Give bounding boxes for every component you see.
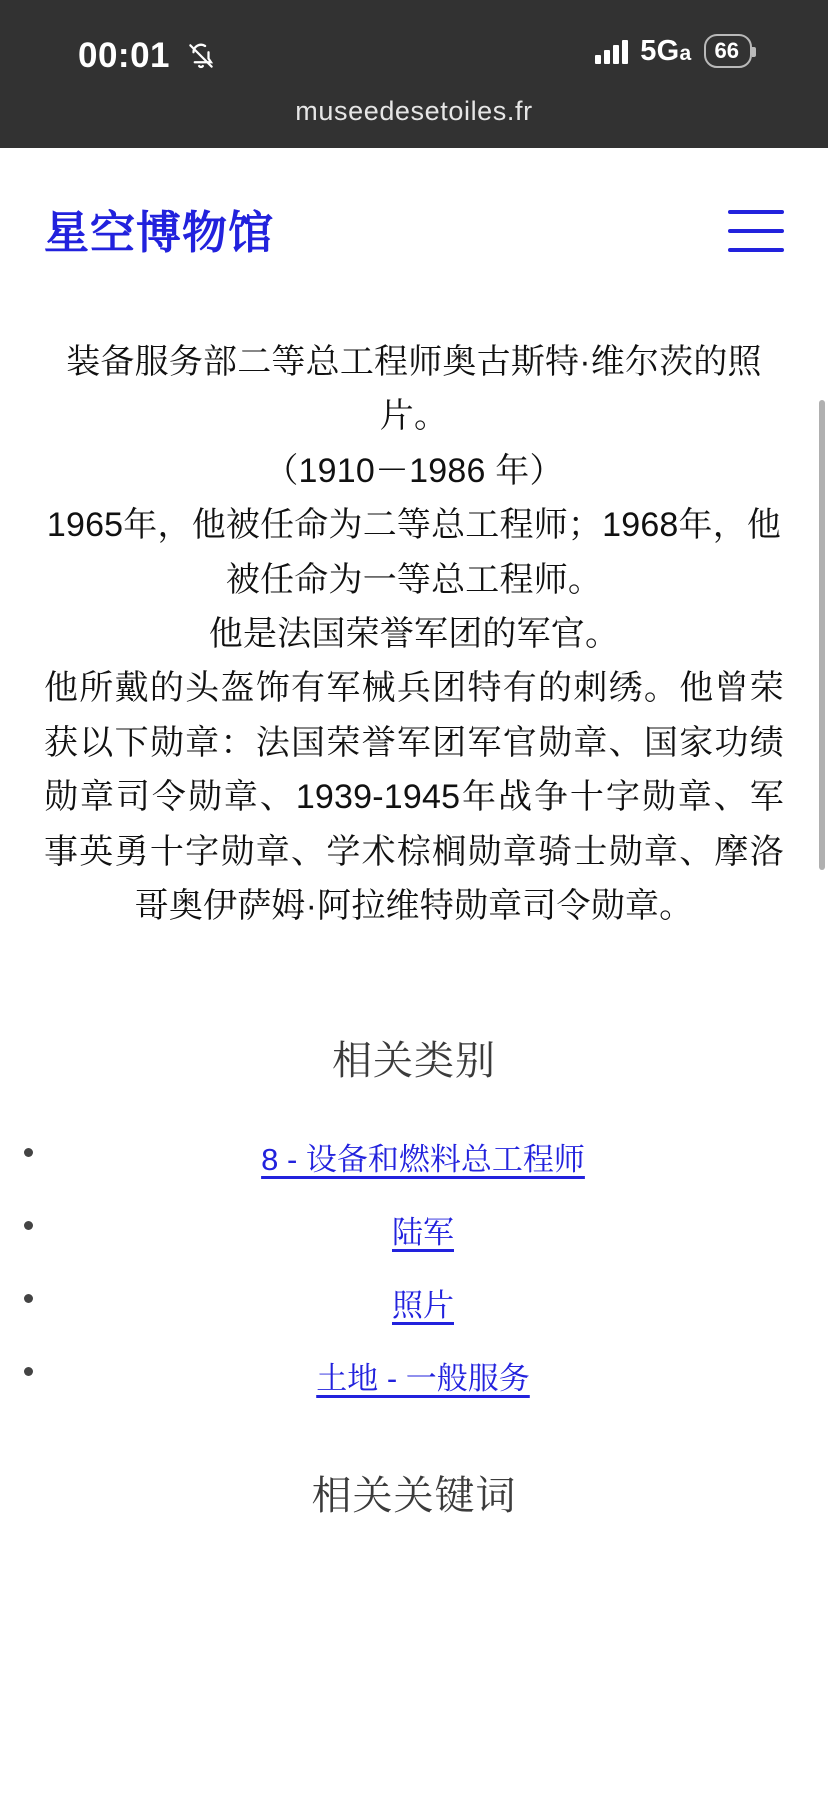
status-bar [0, 0, 828, 92]
related-categories-title: 相关类别 [332, 1039, 496, 1084]
article-paragraph: 装备服务部二等总工程师奥古斯特·维尔茨的照片。 [66, 343, 762, 436]
site-header [0, 148, 828, 261]
status-clock: 00:01 [78, 36, 171, 75]
list-item [62, 1266, 784, 1339]
category-link[interactable]: 照片 [392, 1288, 454, 1324]
site-title[interactable]: 星空博物馆 [44, 207, 275, 258]
category-link[interactable]: 8 - 设备和燃料总工程师 [261, 1142, 585, 1178]
list-item [62, 1193, 784, 1266]
page-scrollbar[interactable] [819, 400, 825, 870]
article-paragraph: 1965年，他被任命为二等总工程师；1968年，他被任命为一等总工程师。 [46, 506, 782, 599]
browser-chrome [0, 0, 828, 148]
article-paragraph: （1910－1986 年） [264, 451, 564, 490]
hamburger-menu-icon[interactable] [728, 206, 784, 252]
status-right-group [595, 34, 752, 68]
signal-bars-icon [595, 38, 628, 64]
category-link[interactable]: 陆军 [392, 1215, 454, 1251]
status-left-group [78, 38, 216, 73]
page-content [0, 148, 828, 1800]
category-link[interactable]: 土地 - 一般服务 [316, 1361, 530, 1397]
bell-slash-icon [186, 41, 216, 71]
article-paragraph: 他是法国荣誉军团的军官。 [208, 614, 620, 653]
article-body [0, 335, 828, 933]
list-item [62, 1120, 784, 1193]
battery-indicator: 66 [704, 34, 752, 68]
article-paragraph: 他所戴的头盔饰有军械兵团特有的刺绣。他曾荣获以下勋章：法国荣誉军团军官勋章、国家功绩勋章司令勋章、1939-1945年战争十字勋章、军事英勇十字勋章、学术棕榈勋章骑士勋章、摩洛哥奥伊萨姆·阿拉维特勋章司令勋章。 [44, 669, 784, 925]
list-item [62, 1339, 784, 1412]
url-bar[interactable]: museedesetoiles.fr [295, 96, 533, 126]
network-type: 5Ga [640, 34, 692, 67]
related-categories-list [0, 1120, 828, 1412]
related-keywords-title: 相关关键词 [311, 1474, 517, 1519]
